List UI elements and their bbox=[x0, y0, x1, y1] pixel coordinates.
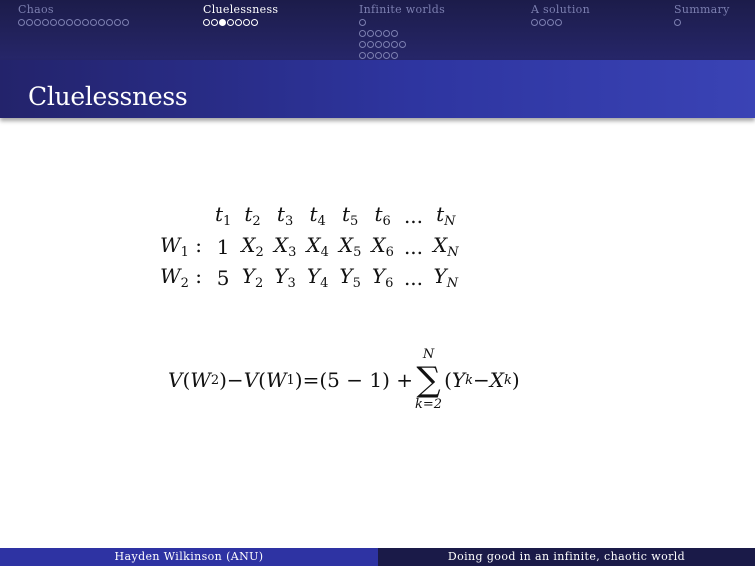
world-symbol: W bbox=[265, 368, 287, 392]
slide-dot-icon[interactable] bbox=[251, 19, 258, 26]
slide-dot-icon[interactable] bbox=[375, 30, 382, 37]
equals-operator: = bbox=[302, 368, 320, 392]
slide-dot-icon[interactable] bbox=[383, 30, 390, 37]
slide-dot-icon[interactable] bbox=[367, 52, 374, 59]
slide-dot-icon[interactable] bbox=[122, 19, 129, 26]
value-cell: $X_3$ bbox=[273, 233, 297, 260]
nav-section-title[interactable]: Chaos bbox=[18, 3, 54, 16]
value-cell: $Y_6$ bbox=[371, 264, 394, 291]
slide-dot-icon[interactable] bbox=[359, 30, 366, 37]
slide-dot-icon[interactable] bbox=[383, 41, 390, 48]
nav-section-summary[interactable] bbox=[674, 3, 730, 27]
nav-section-title[interactable]: Summary bbox=[674, 3, 730, 16]
value-cell: $Y_5$ bbox=[339, 264, 361, 291]
slide-dot-icon[interactable] bbox=[26, 19, 33, 26]
slide-dot-icon[interactable] bbox=[50, 19, 57, 26]
nav-dots-row bbox=[674, 17, 730, 27]
value-function-symbol: V bbox=[168, 368, 183, 392]
frame-title-bar bbox=[0, 60, 755, 118]
value-cell: $X_2$ bbox=[241, 233, 264, 260]
nav-progress-dots bbox=[674, 17, 730, 27]
nav-section-a-solution[interactable] bbox=[531, 3, 590, 27]
world-timeline-table bbox=[155, 200, 464, 293]
world-row-w1 bbox=[155, 231, 464, 262]
slide-dot-icon[interactable] bbox=[227, 19, 234, 26]
minus-operator: − bbox=[226, 368, 244, 392]
ellipsis-cell: ... bbox=[403, 203, 424, 228]
constant-term: (5 − 1) + bbox=[319, 368, 414, 392]
nav-dots-row bbox=[359, 50, 445, 60]
ellipsis-cell: ... bbox=[403, 234, 424, 259]
sum-upper-limit: N bbox=[422, 347, 435, 362]
sum-lower-limit: k=2 bbox=[415, 397, 443, 412]
nav-progress-dots bbox=[18, 17, 130, 27]
slide-dot-icon[interactable] bbox=[531, 19, 538, 26]
nav-progress-dots bbox=[359, 17, 445, 60]
nav-dots-row bbox=[359, 28, 445, 38]
slide-dot-icon[interactable] bbox=[114, 19, 121, 26]
value-function-symbol: V bbox=[243, 368, 259, 392]
slide-dot-icon[interactable] bbox=[235, 19, 242, 26]
footer-author: Hayden Wilkinson (ANU) bbox=[0, 548, 378, 566]
slide-dot-icon[interactable] bbox=[106, 19, 113, 26]
nav-section-title[interactable]: Infinite worlds bbox=[359, 3, 446, 16]
slide-dot-icon[interactable] bbox=[383, 52, 390, 59]
slide-dot-icon[interactable] bbox=[203, 19, 210, 26]
slide-dot-icon[interactable] bbox=[359, 52, 366, 59]
world-row-w2 bbox=[155, 262, 464, 293]
nav-section-title[interactable]: Cluelessness bbox=[203, 3, 279, 16]
slide-dot-icon[interactable] bbox=[359, 19, 366, 26]
slide-dot-icon[interactable] bbox=[90, 19, 97, 26]
table-header-row bbox=[155, 200, 464, 231]
nav-section-infinite-worlds[interactable] bbox=[359, 3, 445, 60]
value-cell: $Y_2$ bbox=[241, 264, 264, 291]
sigma-symbol: ∑ bbox=[416, 360, 441, 400]
nav-section-cluelessness[interactable] bbox=[203, 3, 278, 27]
slide-dot-icon[interactable] bbox=[211, 19, 218, 26]
value-cell: $X_5$ bbox=[338, 233, 362, 260]
nav-progress-dots bbox=[531, 17, 590, 27]
world-symbol: W bbox=[190, 368, 211, 392]
slide-dot-icon[interactable] bbox=[42, 19, 49, 26]
slide-dot-icon[interactable] bbox=[82, 19, 89, 26]
slide-dot-icon[interactable] bbox=[66, 19, 73, 26]
value-cell: $X_4$ bbox=[306, 233, 329, 260]
nav-section-chaos[interactable] bbox=[18, 3, 130, 27]
value-cell: $Y_4$ bbox=[306, 264, 329, 291]
summand-y: Y bbox=[451, 368, 466, 392]
ellipsis-cell: ... bbox=[403, 265, 424, 290]
slide-dot-icon[interactable] bbox=[674, 19, 681, 26]
slide-dot-icon[interactable] bbox=[98, 19, 105, 26]
slide-dot-icon[interactable] bbox=[367, 30, 374, 37]
row-label: $W_1$ : bbox=[160, 233, 202, 260]
current-slide-dot-icon[interactable] bbox=[219, 19, 226, 26]
time-header-cell: $t_1$ bbox=[214, 202, 232, 229]
slide-dot-icon[interactable] bbox=[555, 19, 562, 26]
slide-dot-icon[interactable] bbox=[359, 41, 366, 48]
slide-dot-icon[interactable] bbox=[375, 52, 382, 59]
frame-title: Cluelessness bbox=[28, 82, 188, 111]
nav-dots-row bbox=[18, 17, 130, 27]
table-corner-cell bbox=[155, 200, 210, 231]
time-header-cell: $t_6$ bbox=[374, 202, 391, 229]
slide-dot-icon[interactable] bbox=[539, 19, 546, 26]
slide-dot-icon[interactable] bbox=[243, 19, 250, 26]
slide-dot-icon[interactable] bbox=[547, 19, 554, 26]
slide-dot-icon[interactable] bbox=[18, 19, 25, 26]
time-header-cell: $t_N$ bbox=[436, 202, 456, 229]
summand-x: X bbox=[489, 368, 504, 392]
slide-dot-icon[interactable] bbox=[34, 19, 41, 26]
nav-progress-dots bbox=[203, 17, 278, 27]
time-header-cell: $t_5$ bbox=[341, 202, 359, 229]
time-header-cell: $t_4$ bbox=[309, 202, 326, 229]
slide-dot-icon[interactable] bbox=[391, 52, 398, 59]
nav-dots-row bbox=[359, 39, 445, 49]
navigation-bar bbox=[0, 0, 755, 60]
slide-dot-icon[interactable] bbox=[367, 41, 374, 48]
slide-dot-icon[interactable] bbox=[74, 19, 81, 26]
value-difference-equation: V ( W 2 ) − V ( W 1 ) = (5 − 1) + N ∑ k=2 ( Y k − X k ) bbox=[168, 347, 520, 412]
value-cell: $X_N$ bbox=[433, 233, 459, 260]
nav-dots-row bbox=[359, 17, 445, 27]
value-cell: $Y_3$ bbox=[274, 264, 296, 291]
slide-dot-icon[interactable] bbox=[391, 41, 398, 48]
slide-dot-icon[interactable] bbox=[399, 41, 406, 48]
footer-talk-title: Doing good in an infinite, chaotic world bbox=[378, 548, 755, 566]
time-header-cell: $t_2$ bbox=[244, 202, 261, 229]
nav-dots-row bbox=[531, 17, 590, 27]
value-cell: 5 bbox=[216, 265, 230, 290]
row-label: $W_2$ : bbox=[160, 264, 202, 291]
slide-dot-icon[interactable] bbox=[58, 19, 65, 26]
slide-dot-icon[interactable] bbox=[375, 41, 382, 48]
nav-section-title[interactable]: A solution bbox=[531, 3, 590, 16]
value-cell: $X_6$ bbox=[371, 233, 394, 260]
summation bbox=[415, 348, 442, 412]
nav-dots-row bbox=[203, 17, 278, 27]
value-cell: 1 bbox=[216, 234, 230, 259]
slide-dot-icon[interactable] bbox=[391, 30, 398, 37]
value-cell: $Y_N$ bbox=[433, 264, 459, 291]
time-header-cell: $t_3$ bbox=[276, 202, 294, 229]
